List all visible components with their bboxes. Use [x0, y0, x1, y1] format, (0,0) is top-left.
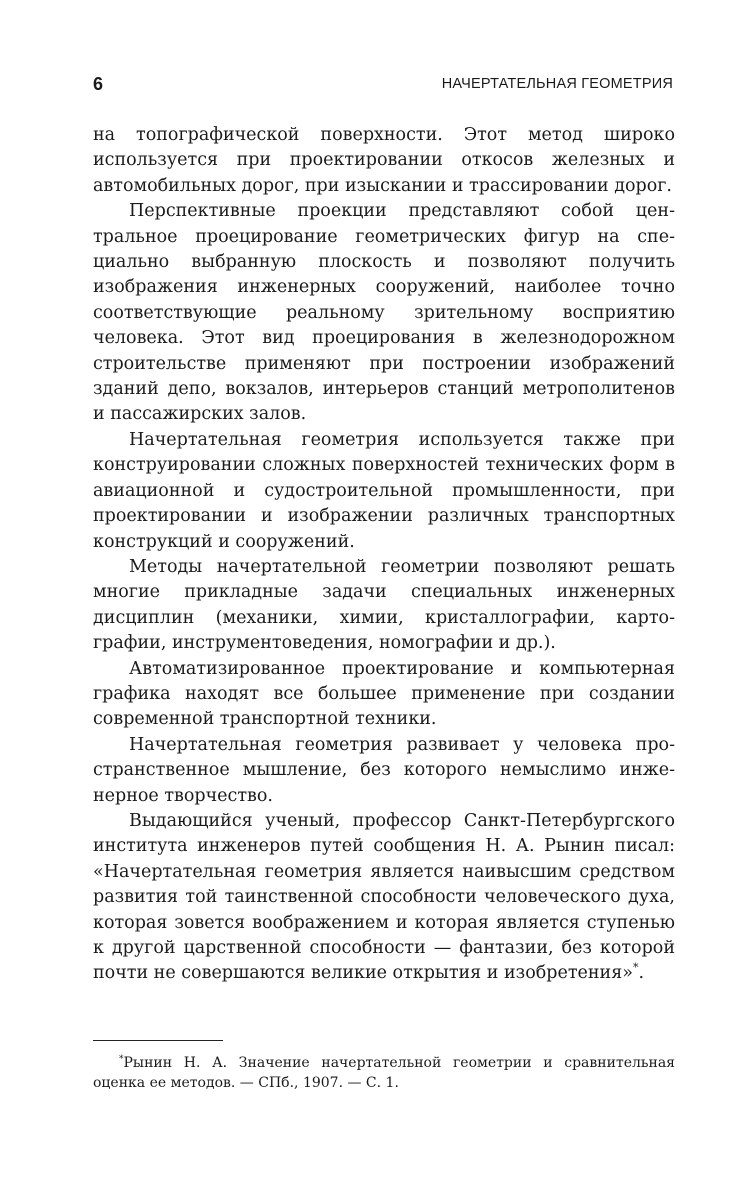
page-header	[93, 70, 673, 98]
paragraph-5: Автоматизированное проектирование и компьютерная графика находят все большее применение при создании современной транспортной техники.	[93, 658, 675, 730]
closing-period: .	[638, 963, 645, 984]
running-head: НАЧЕРТАТЕЛЬНАЯ ГЕОМЕТРИЯ	[441, 76, 673, 92]
footnote-mark: *	[119, 1054, 124, 1065]
paragraph-4: Методы начертательной геометрии позволяют решать многие прикладные задачи специальных инженерных дисциплин (механики, химии, кристаллографии, картографии, инструментоведения, номографии и др.).	[93, 556, 675, 654]
footnote	[93, 1053, 675, 1093]
paragraph-7-text: Выдающийся ученый, профессор Санкт-Петербургского института инженеров путей сообщения Н. А. Рынин писал: «Начертательная геометрия является наивысшим средством развития той таинственной способности человеческого духа, которая зовется воображением и которая является ступенью к другой царственной способности — фантазии, без которой почти не совершаются великие открытия и изобретения»	[93, 810, 675, 984]
paragraph-3: Начертательная геометрия используется также при конструировании сложных поверхностей технических форм в авиационной и судостроительной промышленности, при проектировании и изображении различных транспортных конструкций и сооружений.	[93, 429, 675, 552]
footnote-reference[interactable]: *	[632, 961, 639, 975]
footnote-divider	[93, 1040, 223, 1041]
paragraph-7	[93, 809, 675, 987]
body-text	[93, 123, 675, 987]
page-number: 6	[93, 74, 104, 94]
paragraph-2: Перспективные проекции представляют собой центральное проецирование геометрических фигур на специально выбранную плоскость и позволяют получить изображения инженерных сооружений, наиболее точно соответствующие реальному зрительному восприятию человека. Этот вид проецирования в железнодорожном строительстве применяют при построении изображений зданий депо, вокзалов, интерьеров станций метрополитенов и пассажирских залов.	[93, 201, 675, 425]
footnote-text: Рынин Н. А. Значение начертательной геометрии и сравнительная оценка ее методов. — СПб., 1907. — С. 1.	[93, 1055, 675, 1091]
paragraph-6: Начертательная геометрия развивает у человека пространственное мышление, без которого немыслимо инженерное творчество.	[93, 734, 675, 806]
paragraph-1: на топографической поверхности. Этот метод широко используется при проектировании откосов железных и автомобильных дорог, при изыскании и трассировании дорог.	[93, 125, 675, 196]
